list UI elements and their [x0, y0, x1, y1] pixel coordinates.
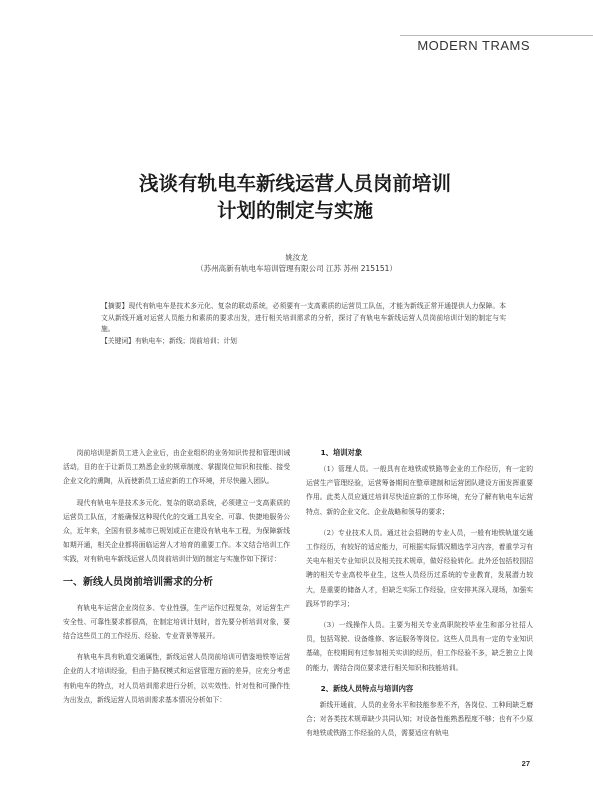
header-rule	[400, 35, 593, 36]
page-number: 27	[521, 759, 530, 768]
paragraph: 有轨电车具有轨道交通属性，新线运营人员岗前培训可借鉴地铁等运营企业的人才培训经验，但由于路权模式和运营管理方面的差异，应充分考虑有轨电车的特点，对人员培训需求进行分析，以实效性、针对性和可操作性为出发点，新线运营人员培训需求基本情况分析如下：	[63, 653, 290, 704]
paragraph: 新线开通前，人员的业务水平和技能参差不齐，各岗位、工种间缺乏磨合；对各类技术规章缺少共同认知；对设备性能熟悉程度不够；也有不少原有地铁或铁路工作经验的人员，需要适应有轨电	[306, 700, 533, 738]
title-line-2: 计划的制定与实施	[216, 199, 373, 222]
article-title	[60, 170, 530, 224]
left-column	[63, 446, 290, 714]
paragraph: （2）专业技术人员。通过社会招聘的专业人员，一般有地铁轨道交通工作经历，有较好的适应能力，可根据实际情况精选学习内容，着重学习有关电车相关专业知识以及相关技术规章，做好经验转化。此外还包括校园招聘的相关专业高校毕业生，这些人员经历过系统的专业教育，发展潜力较大，是重要的储备人才，但缺乏实际工作经验，应安排其深入现场，加强实践环节的学习；	[306, 528, 533, 608]
paragraph: （3）一线操作人员。主要为相关专业高职院校毕业生和部分社招人员，包括驾驶、设备维修、客运服务等岗位。这些人员具有一定的专业知识基础，在校期间有过参加相关实训的经历，但工作经验不多，缺乏独立上岗的能力，需结合岗位要求进行相关知识和技能培训。	[306, 621, 533, 672]
author-name: 姚汝龙	[285, 253, 308, 262]
subsection-heading: 2、新线人员特点与培训内容	[320, 683, 414, 693]
right-column	[306, 446, 533, 747]
paragraph: 有轨电车运营企业岗位多、专业性强，生产运作过程复杂，对运营生产安全性、可靠性要求都很高，在制定培训计划时，首先要分析培训对象，要结合这些员工的工作经历、经验、专业背景等展开。	[63, 603, 290, 641]
subsection-heading: 1、培训对象	[320, 448, 363, 457]
author-affiliation: （苏州高新有轨电车培训管理有限公司 江苏 苏州 215151）	[196, 264, 397, 273]
abstract-text: 【摘要】现代有轨电车是技术多元化、复杂的联动系统，必须要有一支高素质的运营员工队伍，才能为新线正常开通提供人力保障。本文从新线开通对运营人员能力和素质的要求出发，进行相关培训需求的分析，探讨了有轨电车新线运营人员岗前培训计划的制定与实施。	[101, 302, 506, 333]
paragraph: 现代有轨电车是技术多元化、复杂的联动系统，必须建立一支高素质的运营员工队伍，才能确保这种现代化的交通工具安全、可靠、快捷地服务公众，近年来，全国有很多城市已规划或正在建设有轨电车工程，为保障新线如期开通，相关企业都将面临运营人才培育的重要工作。本文结合培训工作实践，对有轨电车新线运营人员岗前培训计划的制定与实施作如下探讨：	[63, 498, 290, 564]
paragraph: 岗前培训是新员工进入企业后，由企业组织的业务知识传授和管理训诫活动，目的在于让新员工熟悉企业的规章制度、掌握岗位知识和技能、接受企业文化的熏陶，从而使新员工适应新的工作环境，并尽快融入团队。	[63, 449, 290, 486]
abstract-block	[101, 301, 506, 347]
section-heading: 一、新线人员岗前培训需求的分析	[63, 576, 213, 588]
title-line-1: 浅谈有轨电车新线运营人员岗前培训	[138, 172, 451, 195]
keywords-text: 【关键词】有轨电车；新线；岗前培训；计划	[101, 336, 237, 345]
paragraph: （1）管理人员。一般具有在地铁或铁路等企业的工作经历，有一定的运营生产管理经验，运营筹备期间在整章建制和运营团队建设方面发挥重要作用。此类人员应通过培训尽快适应新的工作环境，充分了解有轨电车运营特点、新的企业文化、企业战略和领导的要求；	[306, 465, 533, 516]
journal-name: MODERN TRAMS	[417, 38, 530, 53]
